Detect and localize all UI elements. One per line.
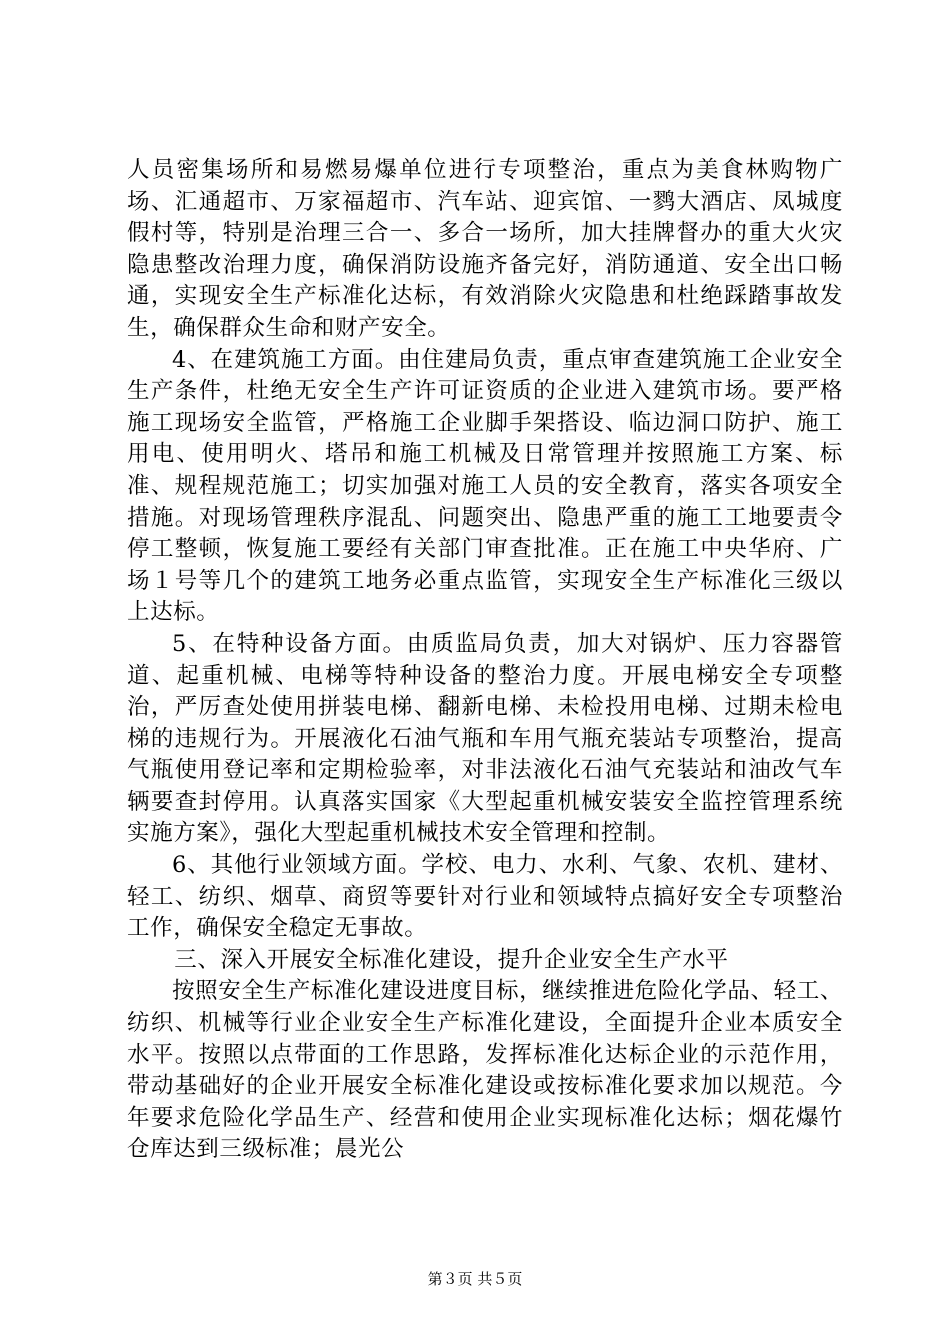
paragraph-construction: 4、在建筑施工方面。由住建局负责，重点审查建筑施工企业安全生产条件，杜绝无安全生产许可证资质的企业进入建筑市场。要严格施工现场安全监管，严格施工企业脚手架搭设、临边洞口防护、施工用电、使用明火、塔吊和施工机械及日常管理并按照施工方案、标准、规程规范施工；切实加强对施工人员的安全教育，落实各项安全措施。对现场管理秩序混乱、问题突出、隐患严重的施工工地要责令停工整顿，恢复施工要经有关部门审查批准。正在施工中央华府、广场１号等几个的建筑工地务必重点监管，实现安全生产标准化三级以上达标。: [127, 346, 843, 626]
section-heading: 三、深入开展安全标准化建设，提升企业安全生产水平: [174, 946, 729, 973]
paragraph-other-industries: 6、其他行业领域方面。学校、电力、水利、气象、农机、建材、轻工、纺织、烟草、商贸等要针对行业和领域特点搞好安全专项整治工作，确保安全稳定无事故。: [127, 852, 843, 942]
paragraph-continued: 人员密集场所和易燃易爆单位进行专项整治，重点为美食林购物广场、汇通超市、万家福超市、汽车站、迎宾馆、一鹨大酒店、凤城度假村等，特别是治理三合一、多合一场所，加大挂牌督办的重大火灾隐患整改治理力度，确保消防设施齐备完好，消防通道、安全出口畅通，实现安全生产标准化达标，有效消除火灾隐患和杜绝踩踏事故发生，确保群众生命和财产安全。: [127, 157, 843, 341]
paragraph-special-equipment: 5、在特种设备方面。由质监局负责，加大对锅炉、压力容器管道、起重机械、电梯等特种设备的整治力度。开展电梯安全专项整治，严厉查处使用拼装电梯、翻新电梯、未检投用电梯、过期未检电梯的违规行为。开展液化石油气瓶和车用气瓶充装站专项整治，提高气瓶使用登记率和定期检验率，对非法液化石油气充装站和油改气车辆要查封停用。认真落实国家《大型起重机械安装安全监控管理系统实施方案》，强化大型起重机械技术安全管理和控制。: [127, 630, 843, 847]
page-footer: 第３页 共５页: [427, 1270, 523, 1288]
paragraph-standardization: 按照安全生产标准化建设进度目标，继续推进危险化学品、轻工、纺织、机械等行业企业安全生产标准化建设，全面提升企业本质安全水平。按照以点带面的工作思路，发挥标准化达标企业的示范作用，带动基础好的企业开展安全标准化建设或按标准化要求加以规范。今年要求危险化学品生产、经营和使用企业实现标准化达标；烟花爆竹仓库达到三级标准；晨光公: [127, 978, 843, 1163]
document-body: [127, 155, 843, 1166]
